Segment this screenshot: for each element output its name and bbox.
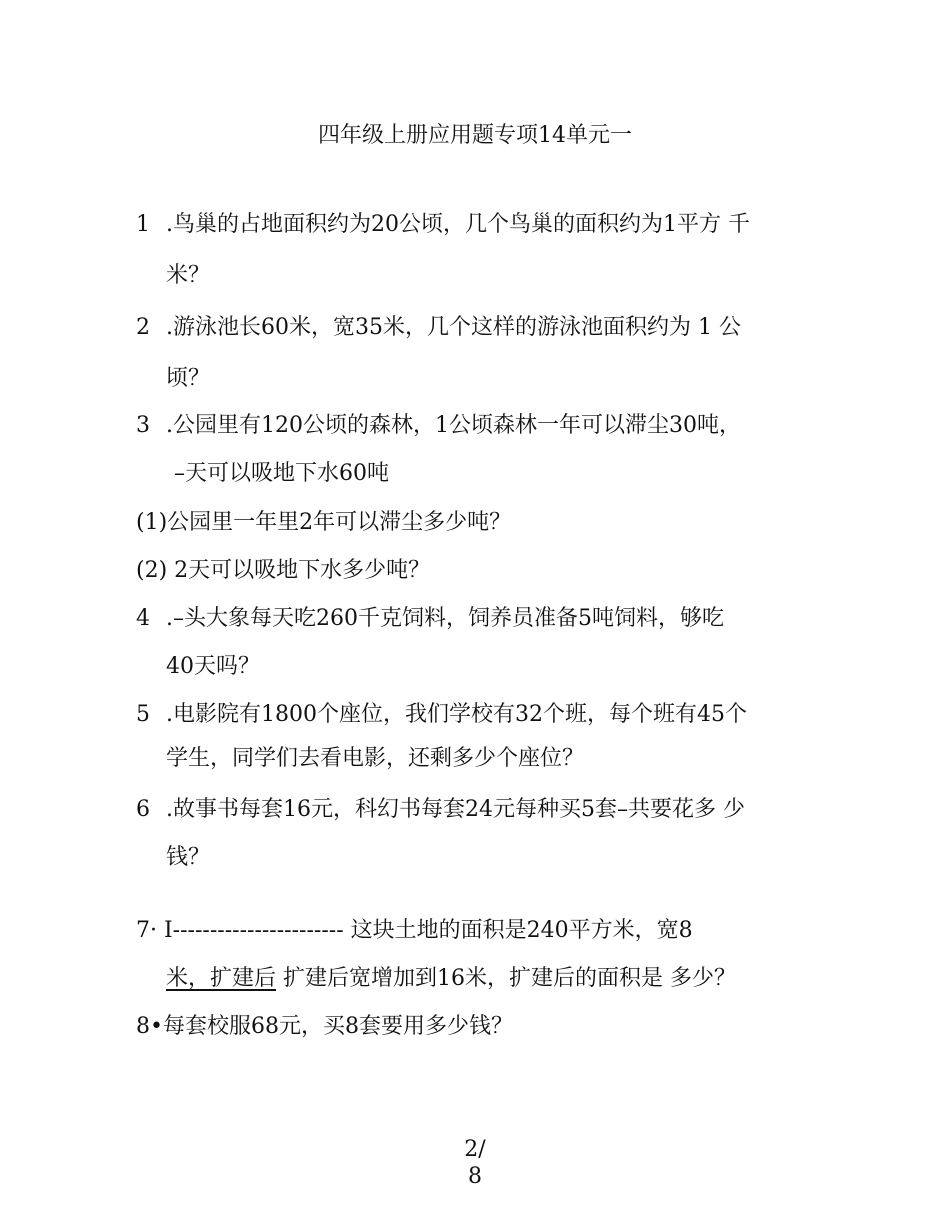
question-7-continuation [166,964,736,994]
question-3-continuation: –天可以吸地下水60吨 [174,461,389,486]
underlined-phrase: 米，扩建后 [166,966,277,991]
question-1-continuation: 米？ [166,263,211,288]
question-2-continuation: 顷？ [166,366,211,391]
question-6-continuation: 钱？ [166,845,211,870]
question-2 [0,313,950,343]
question-4-continuation: 40天吗？ [166,654,260,679]
question-4 [0,604,950,634]
question-7: 7· I----------------------- 这块土地的面积是240平方米，宽8 [136,918,693,943]
question-text: .游泳池长60米，宽35米，几个这样的游泳池面积约为 1 公 [166,315,741,340]
sub-question-1: (1)公园里一年里2年可以滞尘多少吨？ [136,510,512,535]
page-title: 四年级上册应用题专项14单元一 [318,123,632,148]
question-number: 4 [136,606,150,631]
sub-question-2: (2) 2天可以吸地下水多少吨？ [136,558,431,583]
question-5 [0,700,950,730]
question-number: 6 [136,797,150,822]
question-text: .–头大象每天吃260千克饲料，饲养员准备5吨饲料，够吃 [166,606,724,631]
question-3 [0,411,950,441]
question-number: 2 [136,315,150,340]
question-6 [0,795,950,825]
question-5-continuation: 学生，同学们去看电影，还剩多少个座位？ [166,746,585,771]
page-number [0,1136,950,1190]
page-number-current: 2/ [464,1137,486,1162]
question-text: .公园里有120公顷的森林，1公顷森林一年可以滞尘30吨， [166,413,741,438]
question-text: .电影院有1800个座位，我们学校有32个班，每个班有45个 [166,702,747,727]
question-number: 5 [136,702,150,727]
page-number-total: 8 [468,1164,482,1189]
question-text: .故事书每套16元，科幻书每套24元每种买5套–共要花多 少 [166,797,745,822]
question-8: 8•每套校服68元，买8套要用多少钱？ [136,1014,513,1039]
question-number: 1 [136,212,150,237]
question-text: 扩建后宽增加到16米，扩建后的面积是 多少？ [276,966,736,991]
question-1 [0,210,950,240]
question-text: .鸟巢的占地面积约为20公顷，几个鸟巢的面积约为1平方 千 [166,212,750,237]
question-number: 3 [136,413,150,438]
